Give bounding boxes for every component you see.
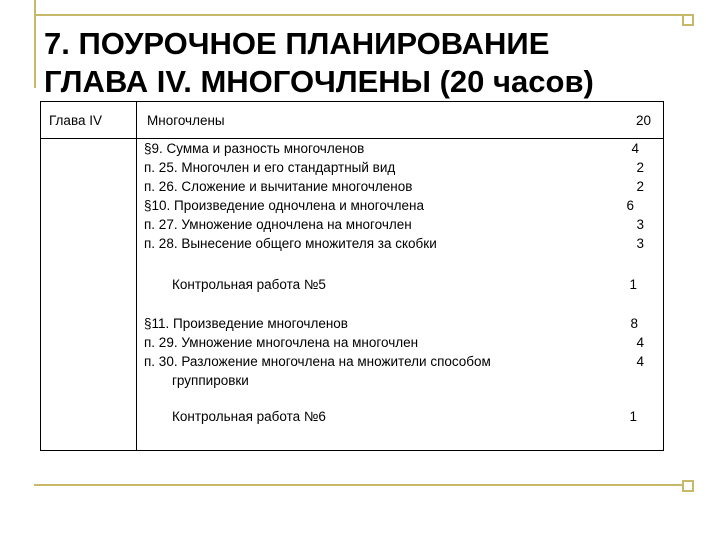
planning-table xyxy=(40,101,664,451)
decor-bottom-square xyxy=(682,480,694,492)
row-hours: 4 xyxy=(636,354,644,369)
decor-bottom-line xyxy=(34,484,682,486)
header-hours: 20 xyxy=(635,113,651,128)
row-label: п. 30. Разложение многочлена на множители способом xyxy=(144,354,491,369)
row-label: §11. Произведение многочленов xyxy=(144,316,348,331)
row-label: п. 27. Умножение одночлена на многочлен xyxy=(144,217,412,232)
table-header-row xyxy=(41,102,663,139)
row-label: §9. Сумма и разность многочленов xyxy=(144,141,365,156)
page-title xyxy=(44,25,594,101)
row-label: п. 26. Сложение и вычитание многочленов xyxy=(144,179,413,194)
row-hours: 6 xyxy=(626,198,634,213)
decor-top-line xyxy=(34,14,682,16)
header-topic: Многочлены xyxy=(147,113,225,128)
row-hours: 3 xyxy=(636,217,644,232)
row-hours: 3 xyxy=(636,236,644,251)
row-label: п. 28. Вынесение общего множителя за скобки xyxy=(144,236,437,251)
decor-top-square xyxy=(682,14,694,26)
row-hours: 2 xyxy=(636,160,644,175)
row-label: §10. Произведение одночлена и многочлена xyxy=(144,198,424,213)
test-hours: 1 xyxy=(629,409,637,424)
row-label: п. 25. Многочлен и его стандартный вид xyxy=(144,160,396,175)
test-label: Контрольная работа №6 xyxy=(172,409,326,424)
row-label: п. 29. Умножение многочлена на многочлен xyxy=(144,335,419,350)
test-label: Контрольная работа №5 xyxy=(172,277,326,292)
header-chapter: Глава IV xyxy=(49,113,102,128)
test-hours: 1 xyxy=(629,277,637,292)
row-hours: 4 xyxy=(631,141,639,156)
row-label-continued: группировки xyxy=(172,373,249,388)
title-line-2: ГЛАВА IV. МНОГОЧЛЕНЫ (20 часов) xyxy=(44,64,594,99)
row-hours: 8 xyxy=(630,316,638,331)
row-hours: 2 xyxy=(636,179,644,194)
column-divider xyxy=(136,102,137,450)
row-hours: 4 xyxy=(636,335,644,350)
title-line-1: 7. ПОУРОЧНОЕ ПЛАНИРОВАНИЕ xyxy=(44,26,550,61)
